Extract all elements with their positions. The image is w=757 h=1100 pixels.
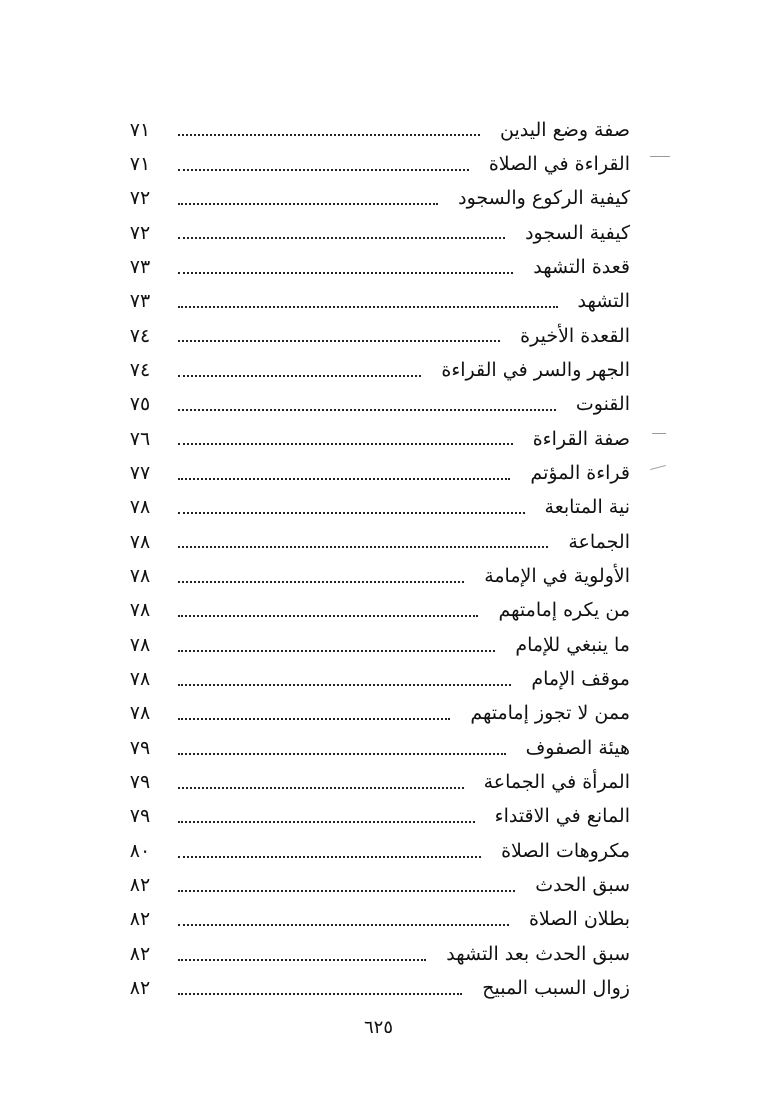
toc-entry-page-number: ٧٧ <box>129 461 151 484</box>
toc-entry-title: قراءة المؤتم <box>530 461 630 484</box>
toc-entry-page-number: ٧٥ <box>129 393 151 416</box>
toc-entry-title: كيفية الركوع والسجود <box>458 187 630 210</box>
toc-entry-title: صفة وضع اليدين <box>500 118 630 141</box>
dot-leader <box>178 959 426 961</box>
dot-leader <box>178 650 495 652</box>
toc-entry <box>120 315 630 349</box>
toc-entry-title: كيفية السجود <box>525 221 630 244</box>
toc-entry-page-number: ٧٢ <box>129 221 151 244</box>
toc-entry-title: هيئة الصفوف <box>525 736 630 759</box>
toc-entry <box>120 143 630 177</box>
toc-entry <box>120 624 630 658</box>
toc-entry <box>120 384 630 418</box>
dot-leader <box>178 993 462 995</box>
toc-entry <box>120 281 630 315</box>
toc-entry-title: القعدة الأخيرة <box>520 324 630 347</box>
toc-entry-page-number: ٧٨ <box>129 633 151 656</box>
dot-leader <box>178 272 513 274</box>
toc-entry-title: بطلان الصلاة <box>528 908 630 931</box>
dot-leader <box>178 821 475 823</box>
toc-entry-title: الجهر والسر في القراءة <box>441 358 630 381</box>
toc-entry <box>120 109 630 143</box>
toc-entry-page-number: ٧٣ <box>129 290 151 313</box>
toc-entry-title: ما ينبغي للإمام <box>515 633 630 656</box>
toc-entry <box>120 762 630 796</box>
toc-entry <box>120 246 630 280</box>
toc-entry-page-number: ٨٢ <box>129 977 151 1000</box>
toc-entry-page-number: ٧٣ <box>129 255 151 278</box>
toc-entry-page-number: ٧٨ <box>129 599 151 622</box>
dot-leader <box>178 375 421 377</box>
dot-leader <box>178 684 511 686</box>
table-of-contents <box>120 109 630 1002</box>
margin-mark <box>652 433 666 434</box>
toc-entry-title: صفة القراءة <box>532 427 630 450</box>
toc-entry-page-number: ٧١ <box>129 118 151 141</box>
dot-leader <box>178 443 513 445</box>
dot-leader <box>178 340 500 342</box>
dot-leader <box>178 787 464 789</box>
toc-entry <box>120 830 630 864</box>
toc-entry-page-number: ٧٨ <box>129 530 151 553</box>
toc-entry-page-number: ٧٨ <box>129 702 151 725</box>
toc-entry-title: سبق الحدث <box>535 874 630 897</box>
toc-entry-page-number: ٧٦ <box>129 427 151 450</box>
toc-entry-title: من يكره إمامتهم <box>498 599 630 622</box>
dot-leader <box>178 615 478 617</box>
toc-entry-title: الجماعة <box>568 530 630 553</box>
toc-entry-page-number: ٧٤ <box>129 358 151 381</box>
dot-leader <box>178 581 464 583</box>
toc-entry-title: التشهد <box>577 290 630 313</box>
dot-leader <box>178 856 481 858</box>
toc-entry-page-number: ٧٩ <box>129 736 151 759</box>
toc-entry-page-number: ٧٨ <box>129 565 151 588</box>
toc-entry-page-number: ٧١ <box>129 152 151 175</box>
toc-entry-title: قعدة التشهد <box>533 255 630 278</box>
toc-entry-title: موقف الإمام <box>531 668 630 691</box>
toc-entry-title: زوال السبب المبيح <box>482 977 630 1000</box>
dot-leader <box>178 753 506 755</box>
toc-entry <box>120 452 630 486</box>
toc-entry-page-number: ٧٨ <box>129 668 151 691</box>
toc-entry-page-number: ٧٢ <box>129 187 151 210</box>
toc-entry-title: سبق الحدث بعد التشهد <box>446 942 630 965</box>
toc-entry-title: القنوت <box>575 393 630 416</box>
toc-entry <box>120 693 630 727</box>
dot-leader <box>178 512 525 514</box>
dot-leader <box>178 134 480 136</box>
toc-entry <box>120 899 630 933</box>
toc-entry <box>120 349 630 383</box>
dot-leader <box>178 169 469 171</box>
margin-mark <box>650 156 670 157</box>
dot-leader <box>178 237 505 239</box>
toc-entry <box>120 968 630 1002</box>
toc-entry <box>120 487 630 521</box>
dot-leader <box>178 306 558 308</box>
toc-entry <box>120 555 630 589</box>
toc-entry <box>120 933 630 967</box>
dot-leader <box>178 890 515 892</box>
toc-entry <box>120 212 630 246</box>
toc-entry <box>120 178 630 212</box>
toc-entry-title: مكروهات الصلاة <box>501 839 630 862</box>
toc-entry <box>120 727 630 761</box>
toc-entry-title: المانع في الاقتداء <box>494 805 630 828</box>
toc-entry-title: نية المتابعة <box>544 496 630 519</box>
toc-entry <box>120 590 630 624</box>
toc-entry <box>120 521 630 555</box>
toc-entry-title: المرأة في الجماعة <box>483 771 630 794</box>
toc-entry <box>120 418 630 452</box>
toc-entry-page-number: ٨٠ <box>129 839 151 862</box>
page-number: ٦٢٥ <box>363 1017 393 1038</box>
dot-leader <box>178 409 556 411</box>
toc-entry-page-number: ٧٩ <box>129 805 151 828</box>
toc-entry-title: الأولوية في الإمامة <box>484 565 630 588</box>
toc-entry-page-number: ٨٢ <box>129 942 151 965</box>
toc-entry-page-number: ٨٢ <box>129 908 151 931</box>
toc-entry-page-number: ٧٨ <box>129 496 151 519</box>
dot-leader <box>178 546 548 548</box>
dot-leader <box>178 718 450 720</box>
toc-entry <box>120 796 630 830</box>
toc-entry <box>120 865 630 899</box>
dot-leader <box>178 478 510 480</box>
toc-entry <box>120 659 630 693</box>
margin-mark <box>650 465 666 470</box>
dot-leader <box>178 203 438 205</box>
dot-leader <box>178 924 509 926</box>
toc-entry-title: القراءة في الصلاة <box>488 152 630 175</box>
toc-entry-page-number: ٨٢ <box>129 874 151 897</box>
toc-entry-title: ممن لا تجوز إمامتهم <box>470 702 630 725</box>
toc-entry-page-number: ٧٩ <box>129 771 151 794</box>
toc-entry-page-number: ٧٤ <box>129 324 151 347</box>
